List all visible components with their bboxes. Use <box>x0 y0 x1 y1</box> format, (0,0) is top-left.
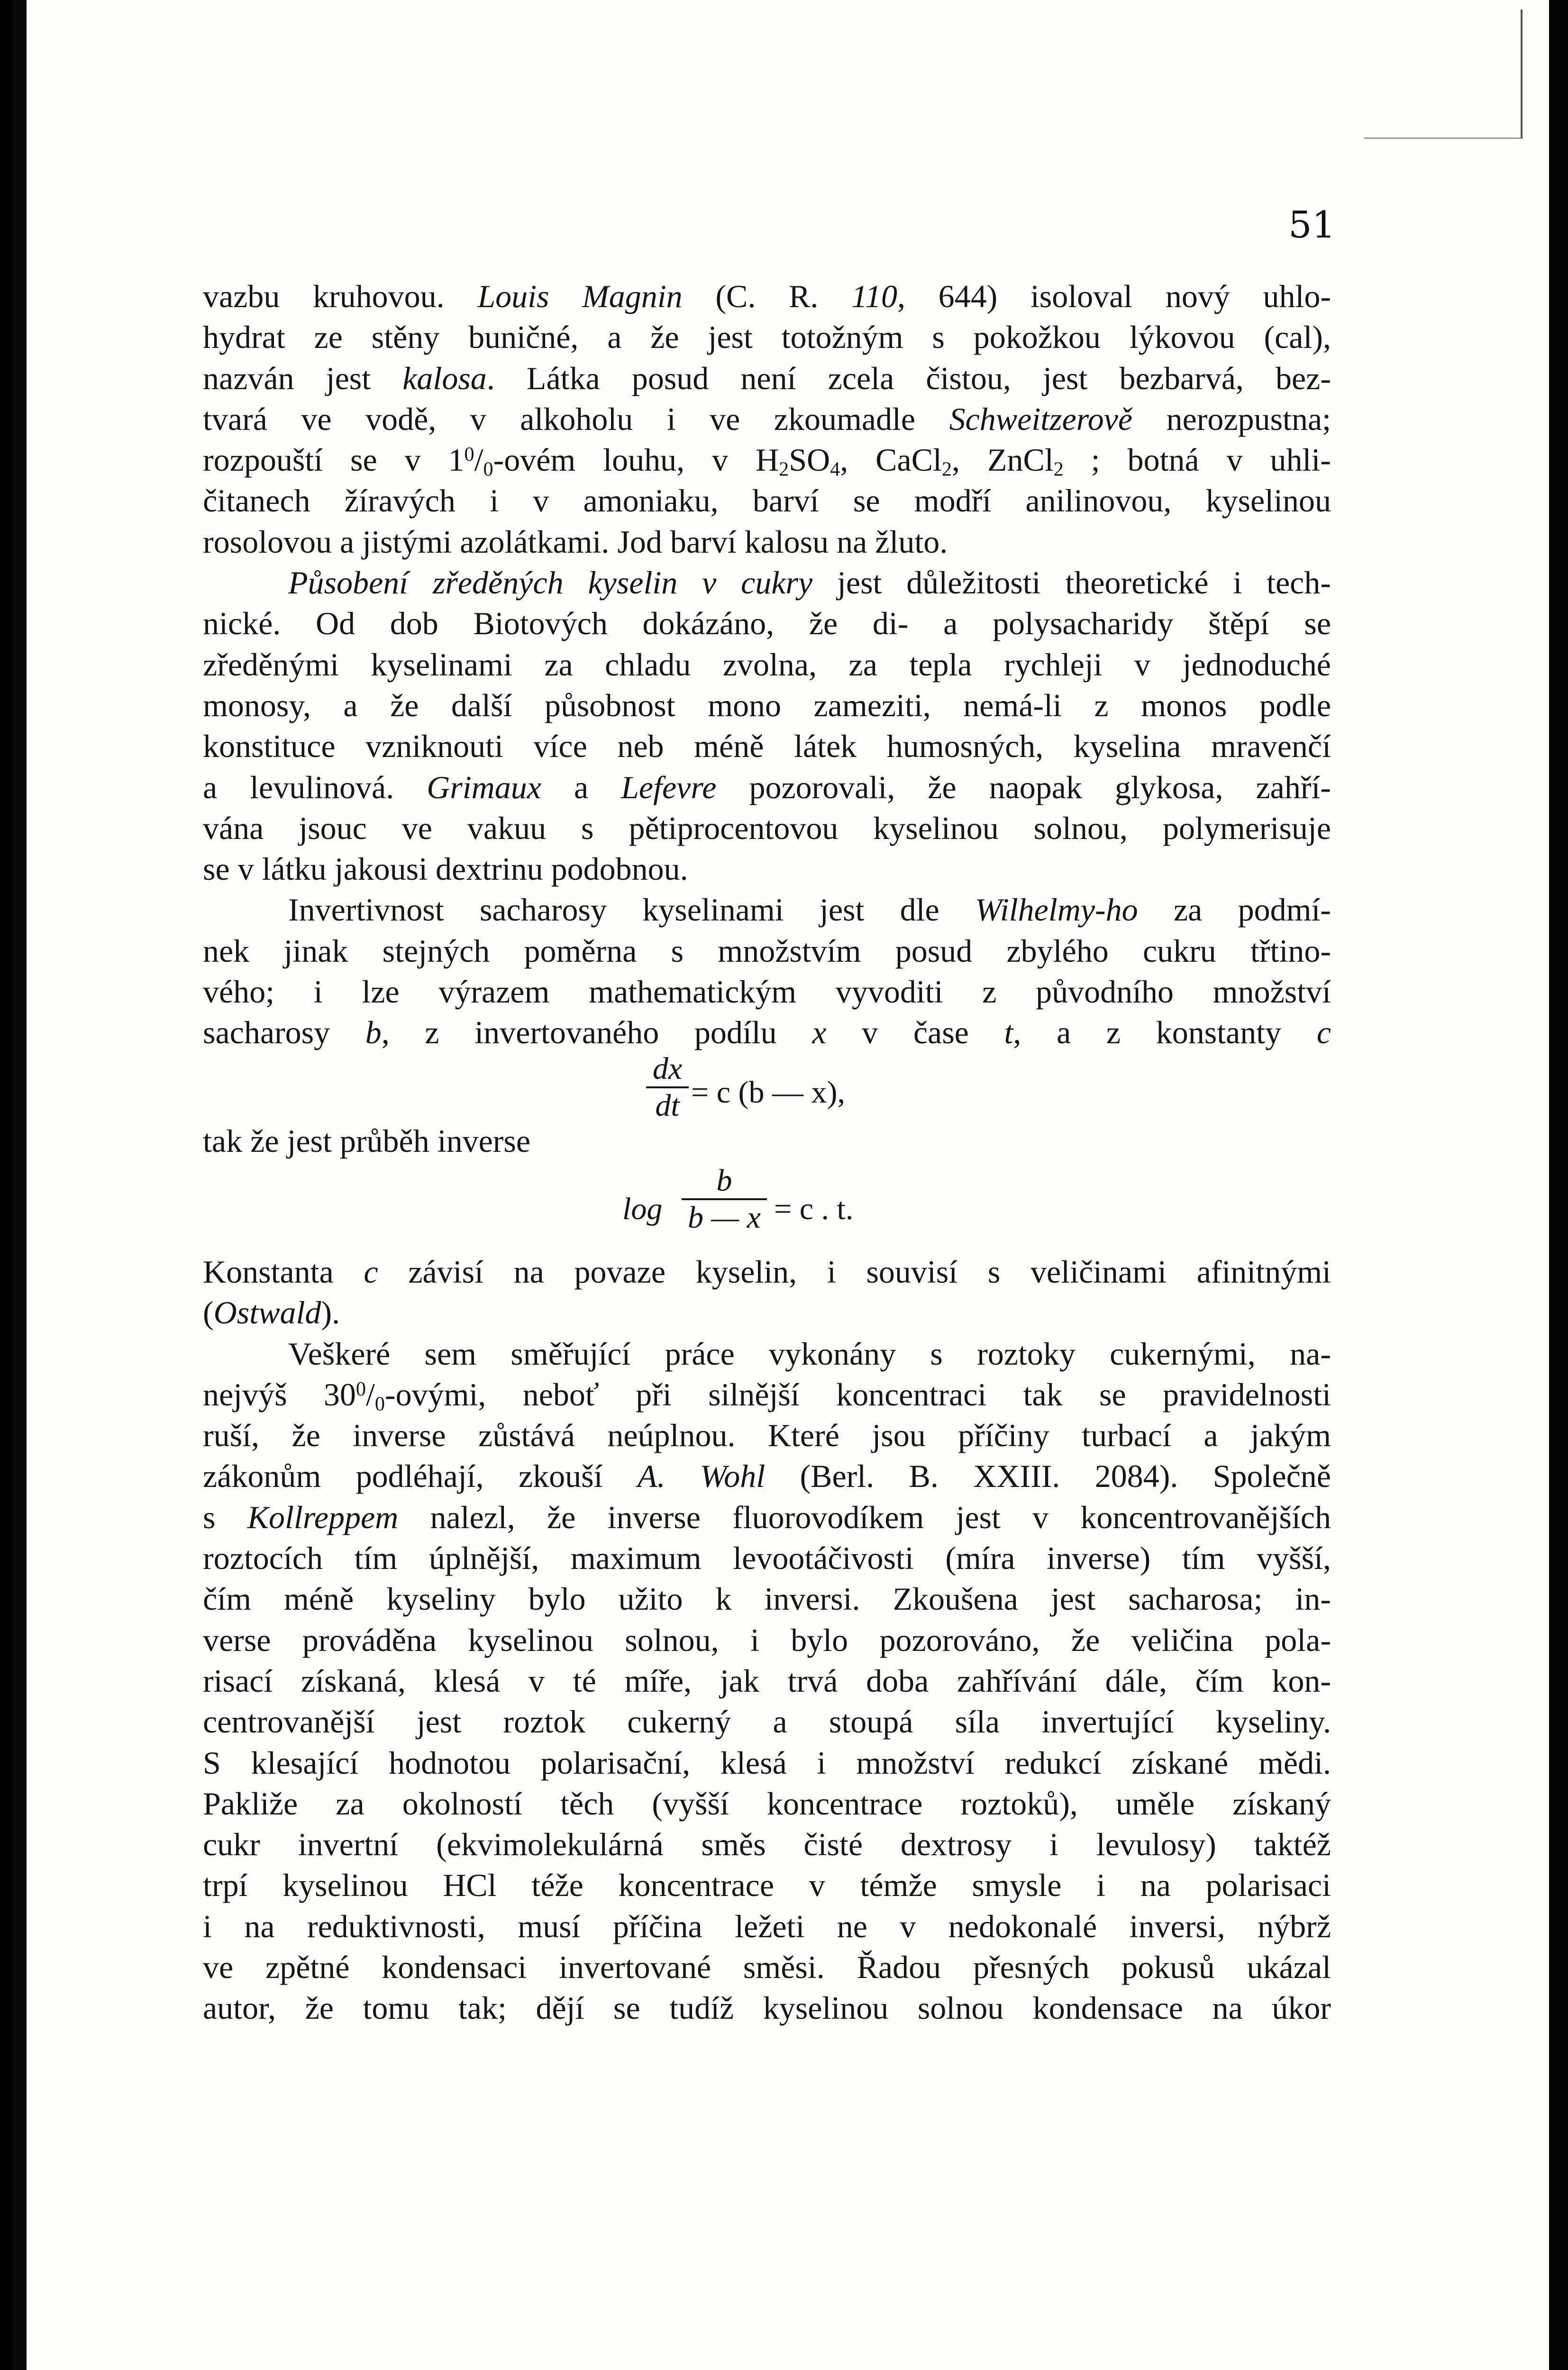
text-line: zákonům podléhají, zkouší A. Wohl (Berl. B. XXIII. 2084). Společně <box>203 1458 1331 1495</box>
text-line: čím méně kyseliny bylo užito k inversi. Zkoušena jest sacharosa; in- <box>203 1581 1331 1617</box>
text-line: trpí kyselinou HCl téže koncentrace v témže smysle i na polarisaci <box>203 1867 1331 1904</box>
text-line: s Kollreppem nalezl, že inverse fluorovodíkem jest v koncentrovanějších <box>203 1499 1331 1535</box>
text-line: nické. Od dob Biotových dokázáno, že di- a polysacharidy štěpí se <box>203 605 1331 642</box>
text-line: hydrat ze stěny buničné, a že jest totožným s pokožkou lýkovou (cal), <box>203 319 1331 356</box>
text-line: konstituce vzniknouti více neb méně látek humosných, kyselina mravenčí <box>203 728 1331 765</box>
text-line: sacharosy b, z invertovaného podílu x v čase t, a z konstanty c <box>203 1014 1331 1051</box>
formula-rhs: = c (b — x), <box>691 1075 845 1110</box>
text-line: vána jsouc ve vakuu s pětiprocentovou kyselinou solnou, polymerisuje <box>203 810 1331 846</box>
scan-edge-right <box>1549 0 1568 2370</box>
fraction <box>682 1165 767 1233</box>
text-line: roztocích tím úplnější, maximum levootáčivosti (míra inverse) tím vyšší, <box>203 1540 1331 1577</box>
text-line: S klesající hodnotou polarisační, klesá i množství redukcí získané mědi. <box>203 1744 1331 1781</box>
text-line: i na reduktivnosti, musí příčina ležeti ne v nedokonalé inversi, nýbrž <box>203 1908 1331 1944</box>
text-line: Působení zředěných kyselin v cukry jest důležitosti theoretické i tech- <box>288 565 1331 601</box>
fraction <box>646 1053 689 1121</box>
page-corner-mark <box>1364 9 1522 139</box>
scan-edge-left <box>13 0 27 2370</box>
text-line: tvará ve vodě, v alkoholu i ve zkoumadle Schweitzerově nerozpustna; <box>203 401 1331 437</box>
text-line: vazbu kruhovou. Louis Magnin (C. R. 110, 644) isoloval nový uhlo- <box>203 278 1331 314</box>
text-line: nek jinak stejných poměrna s množstvím posud zbylého cukru třtino- <box>203 932 1331 969</box>
text-line: (Ostwald). <box>203 1294 340 1331</box>
text-line: tak že jest průběh inverse <box>203 1122 531 1159</box>
page <box>13 0 1549 2370</box>
text-line: centrovanější jest roztok cukerný a stoupá síla invertující kyseliny. <box>203 1704 1331 1740</box>
text-line: zředěnými kyselinami za chladu zvolna, za tepla rychleji v jednoduché <box>203 646 1331 683</box>
text-line: Invertivnost sacharosy kyselinami jest dle Wilhelmy-ho za podmí- <box>288 892 1331 928</box>
text-line: autor, že tomu tak; dějí se tudíž kyselinou solnou kondensace na úkor <box>203 1990 1331 2026</box>
fraction-numerator: dx <box>652 1051 683 1086</box>
text-line: a levulinová. Grimaux a Lefevre pozorovali, že naopak glykosa, zahří- <box>203 769 1331 805</box>
text-line: čitanech žíravých i v amoniaku, barví se modří anilinovou, kyselinou <box>203 483 1331 519</box>
text-line: monosy, a že další působnost mono zameziti, nemá-li z monos podle <box>203 687 1331 723</box>
formula-log <box>203 1161 1331 1251</box>
text-line: Konstanta c závisí na povaze kyselin, i souvisí s veličinami afinitnými <box>203 1253 1331 1290</box>
text-line: ruší, že inverse zůstává neúplnou. Které jsou příčiny turbací a jakým <box>203 1417 1331 1454</box>
text-line: se v látku jakousi dextrinu podobnou. <box>203 851 688 887</box>
text-line: Veškeré sem směřující práce vykonány s roztoky cukernými, na- <box>288 1335 1331 1372</box>
formula-log-label: log <box>622 1191 663 1226</box>
text-line: ve zpětné kondensaci invertované směsi. Řadou přesných pokusů ukázal <box>203 1949 1331 1985</box>
formula-rhs: = c . t. <box>774 1191 854 1226</box>
fraction-numerator: b <box>716 1163 732 1198</box>
text-line: rosolovou a jistými azolátkami. Jod barví kalosu na žluto. <box>203 523 948 560</box>
text-line: rozpouští se v $1^0/_0$-ovém louhu, v $H_2SO_4$, CaCl$_2$, ZnCl$_2$ ; botná v uhli- <box>203 442 1331 481</box>
text-line: vého; i lze výrazem mathematickým vyvoditi z původního množství <box>203 974 1331 1010</box>
text-line: verse prováděna kyselinou solnou, i bylo pozorováno, že veličina pola- <box>203 1622 1331 1658</box>
text-line: risací získaná, klesá v té míře, jak trvá doba zahřívání dále, čím kon- <box>203 1662 1331 1699</box>
formula-differential <box>203 1053 1331 1121</box>
text-line: Pakliže za okolností těch (vyšší koncentrace roztoků), uměle získaný <box>203 1785 1331 1822</box>
fraction-denominator: dt <box>655 1088 680 1123</box>
body-text <box>203 276 1331 2029</box>
text-line: nejvýš $30^0/_0$-ovými, neboť při silnější koncentraci tak se pravidelnosti <box>203 1376 1331 1415</box>
text-line: cukr invertní (ekvimolekulárná směs čisté dextrosy i levulosy) taktéž <box>203 1826 1331 1863</box>
page-number: 51 <box>1288 204 1336 246</box>
text-line: nazván jest kalosa. Látka posud není zcela čistou, jest bezbarvá, bez- <box>203 360 1331 396</box>
fraction-denominator: b — x <box>688 1200 761 1235</box>
